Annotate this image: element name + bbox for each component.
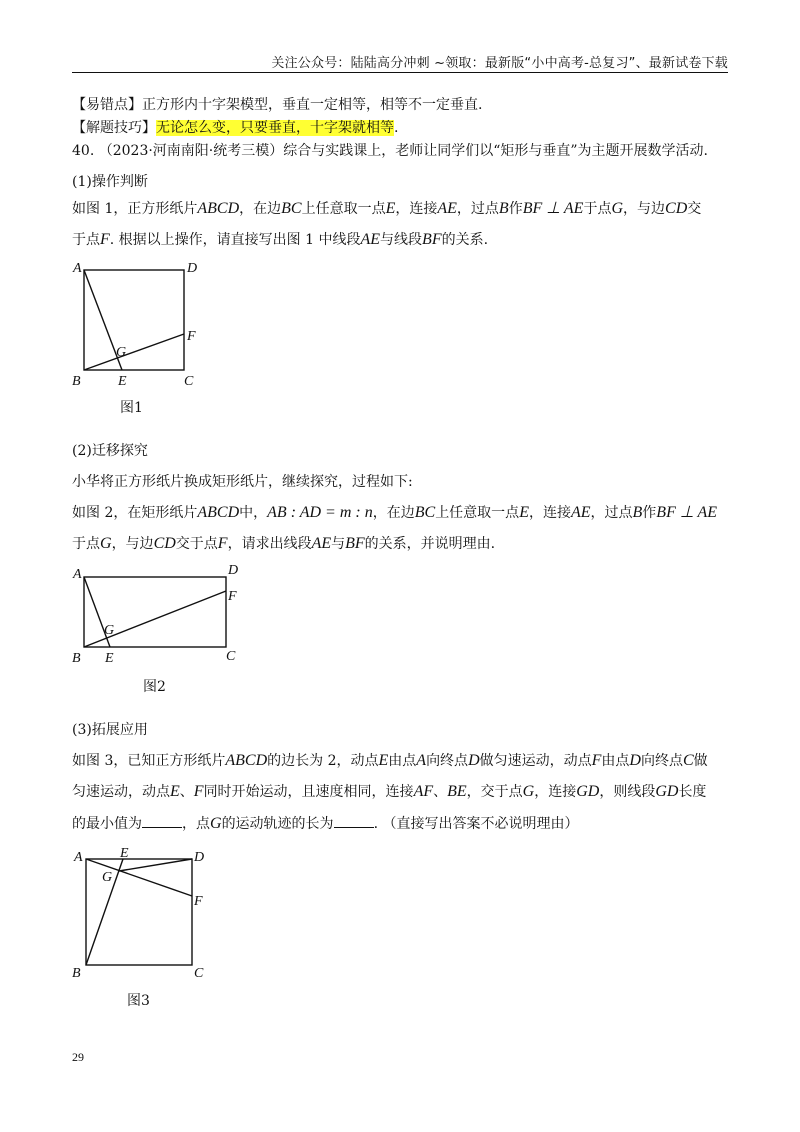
part2-intro: 小华将正方形纸片换成矩形纸片，继续探究，过程如下: [72,474,413,490]
part3-text-line1: 如图 3，已知正方形纸片ABCD的边长为 2，动点E由点A向终点D做匀速运动，动点F由点D向终点C做 [72,752,708,769]
header-rule [72,72,728,73]
fig2-label-B: B [72,651,81,666]
fig3-label-C: C [194,966,204,981]
fig2-label-C: C [226,649,236,664]
fig3-segment-GD [119,859,192,871]
mistake-text: 正方形内十字架模型，垂直一定相等，相等不一定垂直. [142,97,483,113]
mistake-label: 【易错点】 [72,97,142,113]
answer-blank-1[interactable] [142,813,182,828]
fig1-label-D: D [187,261,198,276]
fig2-segment-BF [84,591,226,647]
part1-title: (1)操作判断 [72,174,148,190]
fig1-label-B: B [72,374,81,389]
part1-text-line1: 如图 1，正方形纸片ABCD，在边BC上任意取一点E，连接AE，过点B作BF ⊥ AE于点G，与边CD交 [72,200,702,217]
fig1-label-F: F [187,329,196,344]
fig2-label-E: E [105,651,114,666]
fig3-label-A: A [74,850,83,865]
fig2-label-A: A [73,567,82,582]
fig1-segment-BF [84,334,184,370]
fig3-label-E: E [120,846,129,861]
fig1-label-G: G [116,345,127,360]
part1-text-line2: 于点F. 根据以上操作，请直接写出图 1 中线段AE与线段BF的关系. [72,231,489,248]
technique-tip: 【解题技巧】无论怎么变，只要垂直，十字架就相等. [72,120,399,136]
fig3-label-B: B [72,966,81,981]
part2-text-line2: 于点G，与边CD交于点F，请求出线段AE与BF的关系，并说明理由. [72,535,496,552]
page-header: 关注公众号：陆陆高分冲刺 ~领取：最新版“小中高考-总复习”、最新试卷下载 [271,56,728,71]
fig3-label-G: G [102,870,113,885]
fig2-label-F: F [228,589,237,604]
fig1-label-C: C [184,374,194,389]
part3-title: (3)拓展应用 [72,722,148,738]
mistake-tip [72,95,728,115]
problem-source: （2023·河南南阳·统考三模）综合与实践课上，老师让同学们以“矩形与垂直”为主题开展数学活动. [98,143,709,159]
fig1-square [84,270,184,370]
fig3-caption: 图3 [127,993,150,1009]
fig1-label-A: A [73,261,82,276]
fig1-caption: 图1 [120,400,143,416]
technique-label: 【解题技巧】 [72,120,156,136]
fig2-label-D: D [228,563,239,578]
part3-text-line3: 的最小值为 ，点G的运动轨迹的长为 . （直接写出答案不必说明理由） [72,815,579,832]
problem-number: 40. [72,143,95,159]
fig2-caption: 图2 [143,679,166,695]
answer-blank-2[interactable] [334,813,374,828]
fig1-label-E: E [118,374,127,389]
page-number: 29 [72,1050,84,1064]
technique-text: 无论怎么变，只要垂直，十字架就相等 [156,120,394,136]
figure-3 [70,843,220,983]
fig2-label-G: G [104,623,115,638]
figure-1 [70,258,210,393]
fig3-label-F: F [194,894,203,909]
part2-text-line1: 如图 2，在矩形纸片ABCD中，AB : AD = m : n，在边BC上任意取一点E，连接AE，过点B作BF ⊥ AE [72,504,718,521]
fig3-label-D: D [194,850,205,865]
part3-text-line2: 匀速运动，动点E、F同时开始运动，且速度相同，连接AF、BE，交于点G，连接GD，则线段GD长度 [72,783,707,800]
figure-2 [70,562,250,672]
part2-title: (2)迁移探究 [72,443,148,459]
problem-heading [72,141,728,161]
